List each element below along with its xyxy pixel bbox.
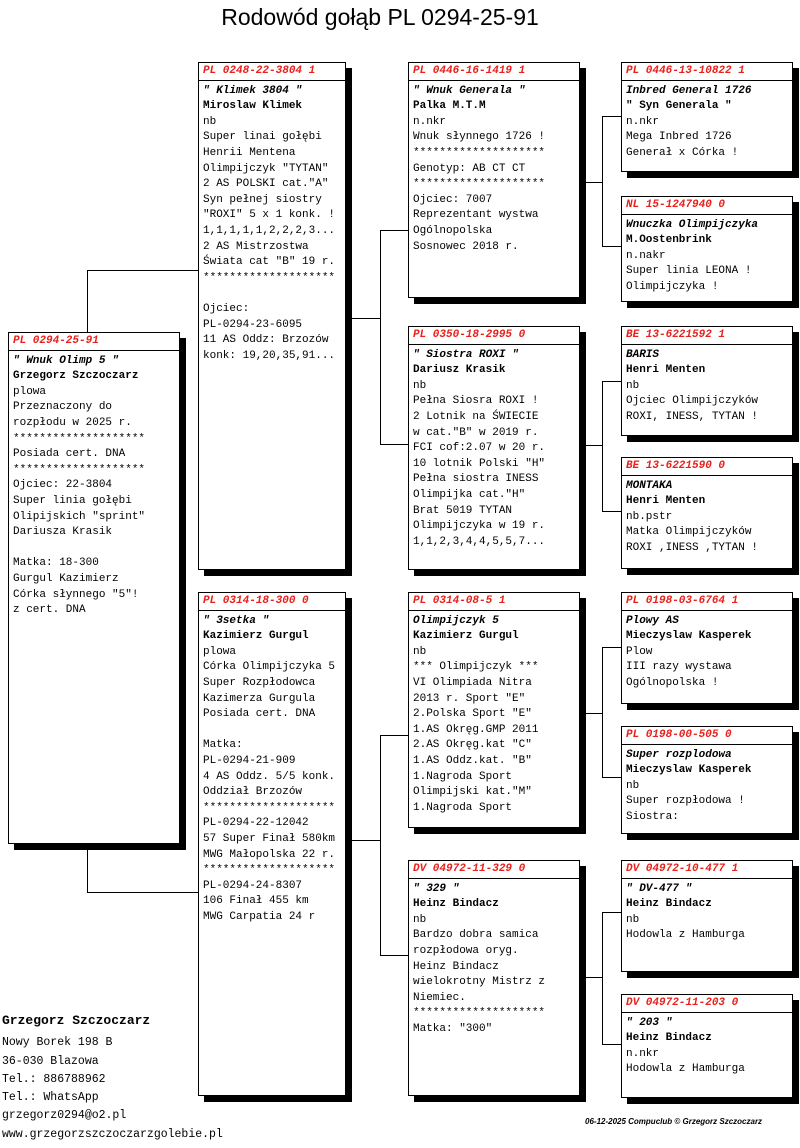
breeder-name: Heinz Bindacz <box>626 1032 712 1045</box>
ring-number: DV 04972-10-477 1 <box>622 862 792 879</box>
ring-number: PL 0314-18-300 0 <box>199 594 345 611</box>
info-line: Świata cat "B" 19 r. <box>203 256 336 269</box>
info-line: 57 Super Finał 580km <box>203 832 336 845</box>
ring-number: DV 04972-11-203 0 <box>622 996 792 1013</box>
pigeon-name: " 329 " <box>413 882 460 895</box>
info-line: Pełna Siosra ROXI ! <box>413 395 539 408</box>
info-line: Syn pełnej siostry <box>203 193 322 206</box>
info-line: Niemiec. <box>413 991 466 1004</box>
info-line: Matka: 18-300 <box>13 557 99 570</box>
connector-line <box>602 116 603 246</box>
info-line: ROXI ,INESS ,TYTAN ! <box>626 541 759 554</box>
info-line: 1.Nagroda Sport <box>413 770 513 783</box>
pigeon-name: " Wnuk Generala " <box>413 84 526 97</box>
info-line: Heinz Bindacz <box>413 960 499 973</box>
info-line: nb <box>626 913 640 926</box>
info-line: Super linia LEONA ! <box>626 265 752 278</box>
info-line: 2 Lotnik na ŚWIECIE <box>413 410 539 423</box>
owner-email[interactable]: grzegorz0294@o2.pl <box>2 1109 127 1123</box>
info-line: Pełna siostra INESS <box>413 473 539 486</box>
pigeon-card-mfm <box>621 726 793 834</box>
connector-line <box>380 735 381 840</box>
footer-credit: 06-12-2025 Compuclub © Grzegorz Szczoczarz <box>585 1117 763 1126</box>
pigeon-card-mf <box>408 592 580 828</box>
owner-website[interactable]: www.grzegorzszczoczarzgolebie.pl <box>2 1127 223 1141</box>
breeder-name: Mieczyslaw Kasperek <box>626 630 752 643</box>
info-line: Olimpijczyk "TYTAN" <box>203 162 329 175</box>
breeder-name: Mieczyslaw Kasperek <box>626 764 752 777</box>
breeder-name: Henri Menten <box>626 495 706 508</box>
page-title: Rodowód gołąb PL 0294-25-91 <box>221 4 539 30</box>
info-line: ******************** <box>413 146 546 159</box>
info-line: Ojciec: 22-3804 <box>13 479 113 492</box>
pigeon-card-ffm <box>621 196 793 302</box>
breeder-name: Grzegorz Szczoczarz <box>13 370 139 383</box>
info-line: nb <box>203 115 217 128</box>
info-line: w cat."B" w 2019 r. <box>413 426 539 439</box>
owner-address: Nowy Borek 198 B <box>2 1036 113 1050</box>
info-line: Genotyp: AB CT CT <box>413 162 526 175</box>
pigeon-name: Olimpijczyk 5 <box>413 614 499 627</box>
info-line: ******************** <box>203 271 336 284</box>
info-line: Posiada cert. DNA <box>13 448 126 461</box>
info-line: Olimpijka cat."H" <box>413 488 526 501</box>
info-line: Ojciec: 7007 <box>413 193 493 206</box>
info-line: Super linia gołębi <box>13 494 132 507</box>
connector-line <box>602 912 621 913</box>
info-line: Dariusza Krasik <box>13 526 113 539</box>
connector-line <box>87 892 200 893</box>
connector-line <box>380 230 381 314</box>
info-line: III razy wystawa <box>626 661 732 674</box>
info-line: Bardzo dobra samica <box>413 929 539 942</box>
info-line: ******************** <box>13 432 146 445</box>
pigeon-name: Inbred General 1726 <box>626 84 752 97</box>
info-line: Plow <box>626 645 653 658</box>
connector-line <box>602 647 603 777</box>
pigeon-card-mmm <box>621 994 793 1098</box>
connector-line <box>380 230 408 231</box>
info-line: ******************** <box>203 801 336 814</box>
pigeon-card-mmf <box>621 860 793 972</box>
info-line: Hodowla z Hamburga <box>626 1063 745 1076</box>
info-line: 2013 r. Sport "E" <box>413 692 526 705</box>
breeder-name: Heinz Bindacz <box>626 898 712 911</box>
connector-line <box>87 270 200 271</box>
ring-number: PL 0446-16-1419 1 <box>409 64 579 81</box>
info-line: n.nkr <box>626 1047 660 1060</box>
info-line: nb <box>626 379 640 392</box>
info-line: PL-0294-23-6095 <box>203 318 303 331</box>
connector-line <box>380 444 408 445</box>
ring-number: BE 13-6221592 1 <box>622 328 792 345</box>
ring-number: PL 0248-22-3804 1 <box>199 64 345 81</box>
connector-line <box>602 1044 621 1045</box>
info-line: Olimpijski kat."M" <box>413 786 532 799</box>
info-line: 1,1,1,1,1,2,2,2,3... <box>203 224 336 237</box>
info-line <box>203 723 342 739</box>
connector-line <box>584 713 602 714</box>
info-line: Siostra: <box>626 810 679 823</box>
info-line: rozpłodowa oryg. <box>413 944 519 957</box>
info-line: wielokrotny Mistrz z <box>413 976 546 989</box>
breeder-name: Palka M.T.M <box>413 100 486 113</box>
connector-line <box>584 182 602 183</box>
info-line: Super rozpłodowa ! <box>626 795 745 808</box>
info-line: 1.Nagroda Sport <box>413 801 513 814</box>
connector-line <box>602 777 621 778</box>
connector-line <box>602 381 603 511</box>
pigeon-card-main <box>8 332 180 844</box>
pigeon-name: " Siostra ROXI " <box>413 348 519 361</box>
connector-line <box>584 977 602 978</box>
info-line: Mega Inbred 1726 <box>626 131 732 144</box>
connector-line <box>602 116 621 117</box>
info-line: Oddział Brzozów <box>203 786 303 799</box>
pigeon-name: " 3setka " <box>203 614 270 627</box>
info-line: Wnuk słynnego 1726 ! <box>413 131 546 144</box>
info-line: Super Rozpłodowca <box>203 676 316 689</box>
info-line: ******************** <box>13 463 146 476</box>
breeder-name: Kazimierz Gurgul <box>413 630 519 643</box>
breeder-name: Kazimierz Gurgul <box>203 630 309 643</box>
ring-number: PL 0446-13-10822 1 <box>622 64 792 81</box>
pigeon-name: BARIS <box>626 348 660 361</box>
info-line <box>203 286 342 302</box>
info-line: z cert. DNA <box>13 604 86 617</box>
info-line: Kazimerza Gurgula <box>203 692 316 705</box>
info-line: nb.pstr <box>626 510 673 523</box>
info-line: konk: 19,20,35,91... <box>203 349 336 362</box>
connector-line <box>87 270 88 334</box>
ring-number: PL 0198-00-505 0 <box>622 728 792 745</box>
info-line: 2 AS Mistrzostwa <box>203 240 309 253</box>
ring-number: PL 0198-03-6764 1 <box>622 594 792 611</box>
info-line: n.nakr <box>626 249 666 262</box>
breeder-name: Miroslaw Klimek <box>203 100 303 113</box>
connector-line <box>602 647 621 648</box>
pigeon-card-fff <box>621 62 793 172</box>
info-line: ******************** <box>413 178 546 191</box>
pigeon-card-father <box>198 62 346 570</box>
info-line: Generał x Córka ! <box>626 146 739 159</box>
ring-number: PL 0350-18-2995 0 <box>409 328 579 345</box>
info-line <box>13 541 176 557</box>
connector-line <box>602 381 621 382</box>
pigeon-card-mm <box>408 860 580 1096</box>
info-line: rozpłodu w 2025 r. <box>13 416 132 429</box>
pigeon-card-fmf <box>621 326 793 436</box>
info-line: Super linai gołębi <box>203 131 322 144</box>
info-line: Hodowla z Hamburga <box>626 929 745 942</box>
info-line: 2 AS POLSKI cat."A" <box>203 178 329 191</box>
owner-info <box>2 1012 223 1144</box>
pigeon-name: " Wnuk Olimp 5 " <box>13 354 119 367</box>
pigeon-name: " DV-477 " <box>626 882 693 895</box>
info-line: n.nkr <box>626 115 660 128</box>
info-line: Przeznaczony do <box>13 401 113 414</box>
info-line: Reprezentant wystwa <box>413 209 539 222</box>
info-line: plowa <box>13 385 47 398</box>
info-line: MWG Carpatia 24 r <box>203 910 316 923</box>
info-line: Ojciec: <box>203 302 250 315</box>
info-line: PL-0294-21-909 <box>203 754 296 767</box>
info-line: ******************** <box>413 1007 546 1020</box>
info-line: MWG Małopolska 22 r. <box>203 848 336 861</box>
info-line: Ojciec Olimpijczyków <box>626 395 759 408</box>
connector-line <box>87 844 88 892</box>
breeder-name: M.Oostenbrink <box>626 234 712 247</box>
info-line: VI Olimpiada Nitra <box>413 676 532 689</box>
connector-line <box>380 955 408 956</box>
info-line: nb <box>626 779 640 792</box>
info-line: "ROXI" 5 x 1 konk. ! <box>203 209 336 222</box>
pigeon-name: " Klimek 3804 " <box>203 84 303 97</box>
ring-number: BE 13-6221590 0 <box>622 459 792 476</box>
info-line: Córka słynnego "5"! <box>13 588 139 601</box>
pigeon-name: Super rozplodowa <box>626 748 732 761</box>
owner-phone: Tel.: 886788962 <box>2 1072 106 1086</box>
breeder-name: Dariusz Krasik <box>413 364 506 377</box>
info-line: Posiada cert. DNA <box>203 708 316 721</box>
info-line: 1.AS Okręg.GMP 2011 <box>413 723 539 736</box>
info-line: Ogólnopolska ! <box>626 676 719 689</box>
ring-number: PL 0294-25-91 <box>9 334 179 351</box>
owner-whatsapp: Tel.: WhatsApp <box>2 1091 99 1105</box>
info-line: Olipijskich "sprint" <box>13 510 146 523</box>
pigeon-card-mff <box>621 592 793 704</box>
pigeon-name: Wnuczka Olimpijczyka <box>626 218 759 231</box>
info-line: Matka Olimpijczyków <box>626 526 752 539</box>
breeder-name: Heinz Bindacz <box>413 898 499 911</box>
connector-line <box>346 840 380 841</box>
connector-line <box>584 445 602 446</box>
info-line: nb <box>413 913 427 926</box>
info-line: nb <box>413 645 427 658</box>
connector-line <box>380 840 381 955</box>
connector-line <box>602 912 603 1044</box>
connector-line <box>346 318 380 319</box>
info-line: 2.Polska Sport "E" <box>413 708 532 721</box>
info-line: 1.AS Oddz.kat. "B" <box>413 754 532 767</box>
info-line: Gurgul Kazimierz <box>13 572 119 585</box>
connector-line <box>602 246 621 247</box>
info-line: ******************** <box>203 864 336 877</box>
connector-line <box>380 314 381 444</box>
info-line: 2.AS Okręg.kat "C" <box>413 739 532 752</box>
ring-number: DV 04972-11-329 0 <box>409 862 579 879</box>
info-line: Brat 5019 TYTAN <box>413 504 513 517</box>
info-line: Olimpijczyka ! <box>626 280 719 293</box>
ring-number: NL 15-1247940 0 <box>622 198 792 215</box>
pigeon-card-fmm <box>621 457 793 569</box>
info-line: 106 Finał 455 km <box>203 895 309 908</box>
info-line: PL-0294-24-8307 <box>203 879 303 892</box>
info-line: 10 lotnik Polski "H" <box>413 457 546 470</box>
breeder-name: Henri Menten <box>626 364 706 377</box>
breeder-name: " Syn Generala " <box>626 100 732 113</box>
info-line: Córka Olimpijczyka 5 <box>203 661 336 674</box>
info-line: nb <box>413 379 427 392</box>
info-line: *** Olimpijczyk *** <box>413 661 539 674</box>
info-line: ROXI, INESS, TYTAN ! <box>626 410 759 423</box>
info-line: n.nkr <box>413 115 447 128</box>
pigeon-card-fm <box>408 326 580 570</box>
pigeon-card-ff <box>408 62 580 298</box>
info-line: Matka: <box>203 739 243 752</box>
info-line: PL-0294-22-12042 <box>203 817 309 830</box>
owner-city: 36-030 Blazowa <box>2 1054 99 1068</box>
pigeon-name: " 203 " <box>626 1016 673 1029</box>
info-line: Ogólnopolska <box>413 224 493 237</box>
pigeon-name: MONTAKA <box>626 479 673 492</box>
info-line: FCI cof:2.07 w 20 r. <box>413 442 546 455</box>
connector-line <box>380 735 408 736</box>
info-line: Sosnowec 2018 r. <box>413 240 519 253</box>
info-line: plowa <box>203 645 237 658</box>
connector-line <box>602 511 621 512</box>
info-line: Olimpijczyka w 19 r. <box>413 520 546 533</box>
info-line: Henrii Mentena <box>203 146 296 159</box>
owner-name: Grzegorz Szczoczarz <box>2 1013 151 1028</box>
ring-number: PL 0314-08-5 1 <box>409 594 579 611</box>
info-line: Matka: "300" <box>413 1022 493 1035</box>
info-line: 4 AS Oddz. 5/5 konk. <box>203 770 336 783</box>
info-line: 11 AS Oddz: Brzozów <box>203 334 329 347</box>
info-line: 1,1,2,3,4,4,5,5,7... <box>413 535 546 548</box>
pigeon-name: Plowy AS <box>626 614 679 627</box>
